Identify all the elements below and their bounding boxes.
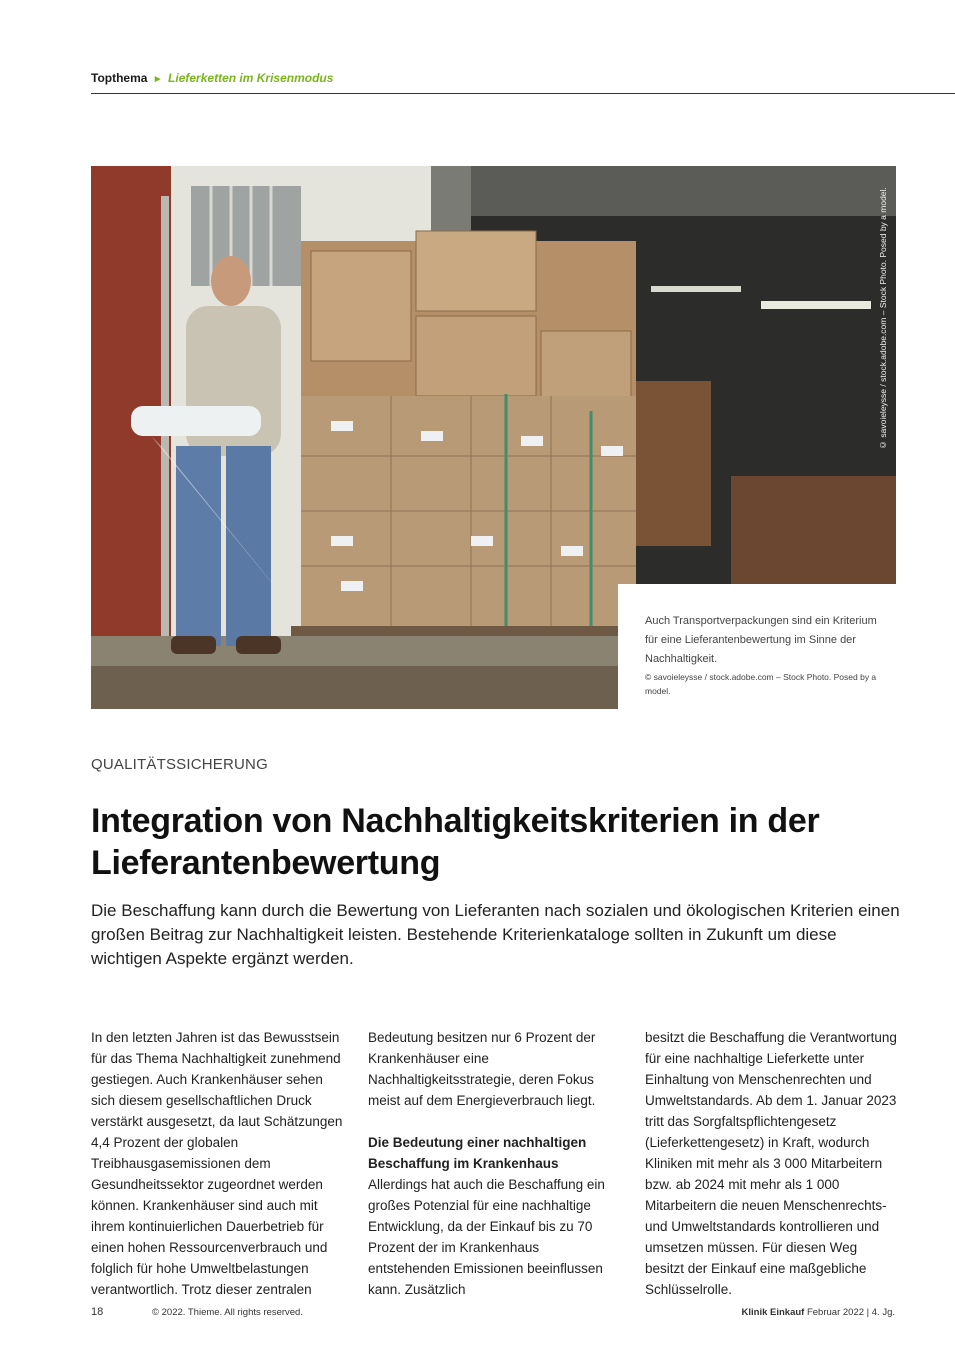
article-title: Integration von Nachhaltigkeitskriterien in der Lieferantenbewertung xyxy=(91,802,820,882)
header-arrow-icon: ► xyxy=(152,74,163,85)
column-2-text-1: Bedeutung besitzen nur 6 Prozent der Krankenhäuser eine Nachhaltigkeitsstrategie, deren Fokus meist auf dem Energieverbrauch liegt. xyxy=(368,1030,596,1108)
running-header xyxy=(91,71,955,94)
article-lead: Die Beschaffung kann durch die Bewertung von Lieferanten nach sozialen und ökologischen Kriterien einen großen Beitrag zur Nachhaltigkeit leisten. Bestehende Kriterienkataloge sollten in Zukunft um diese wichtigen Aspekte ergänzt werden. xyxy=(91,901,900,968)
column-2-text-2: Allerdings hat auch die Beschaffung ein großes Potenzial für eine nachhaltige Entwicklung, da der Einkauf bis zu 70 Prozent der im Krankenhaus entstehenden Emissionen beeinflussen kann. Zusätzlich xyxy=(368,1177,605,1297)
column-3-text: besitzt die Beschaffung die Verantwortung für eine nachhaltige Lieferkette unter Einhaltung von Menschenrechten und Umweltstandards. Ab dem 1. Januar 2023 tritt das Sorgfaltspflichtengesetz (Lieferkettengesetz) in Kraft, wodurch Kliniken mit mehr als 3 000 Mitarbeitern bzw. ab 2024 mit mehr als 1 000 Mitarbeitern die neuen Menschenrechts- und Umweltstandards kontrollieren und umsetzen müssen. Für diesen Weg besitzt der Einkauf eine maßgebliche Schlüsselrolle. xyxy=(645,1030,897,1297)
journal-issue: Februar 2022 | 4. Jg. xyxy=(806,1307,895,1318)
photo-credit-vertical: © savoieleysse / stock.adobe.com – Stock Photo. Posed by a model. xyxy=(878,187,888,450)
column-2-subheading: Die Bedeutung einer nachhaltigen Beschaffung im Krankenhaus xyxy=(368,1135,587,1171)
footer-journal xyxy=(742,1307,896,1318)
column-2 xyxy=(368,1027,620,1300)
footer-copyright: © 2022. Thieme. All rights reserved. xyxy=(152,1307,303,1318)
page-number: 18 xyxy=(91,1306,104,1318)
column-3 xyxy=(645,1027,897,1300)
photo-caption: Auch Transportverpackungen sind ein Kriterium für eine Lieferantenbewertung im Sinne der Nachhaltigkeit. xyxy=(645,615,877,665)
journal-name: Klinik Einkauf xyxy=(741,1307,805,1318)
column-1-text: In den letzten Jahren ist das Bewusstsein für das Thema Nachhaltigkeit zunehmend gestiegen. Auch Krankenhäuser sehen sich diesem gesellschaftlichen Druck verstärkt ausgesetzt, da laut Schätzungen 4,4 Prozent der globalen Treibhausgasemissionen dem Gesundheitssektor zugeordnet werden können. Krankenhäuser sind auch mit ihrem kontinuierlichen Dauerbetrieb für einen hohen Ressourcenverbrauch und folglich für hohe Umweltbelastungen verantwortlich. Trotz dieser zentralen xyxy=(91,1030,343,1297)
column-1 xyxy=(91,1027,343,1300)
header-topic: Lieferketten im Krisenmodus xyxy=(168,71,334,85)
header-section: Topthema xyxy=(91,71,148,85)
photo-caption-credit: © savoieleysse / stock.adobe.com – Stock Photo. Posed by a model. xyxy=(645,672,877,696)
article-kicker: QUALITÄTSSICHERUNG xyxy=(91,756,268,773)
